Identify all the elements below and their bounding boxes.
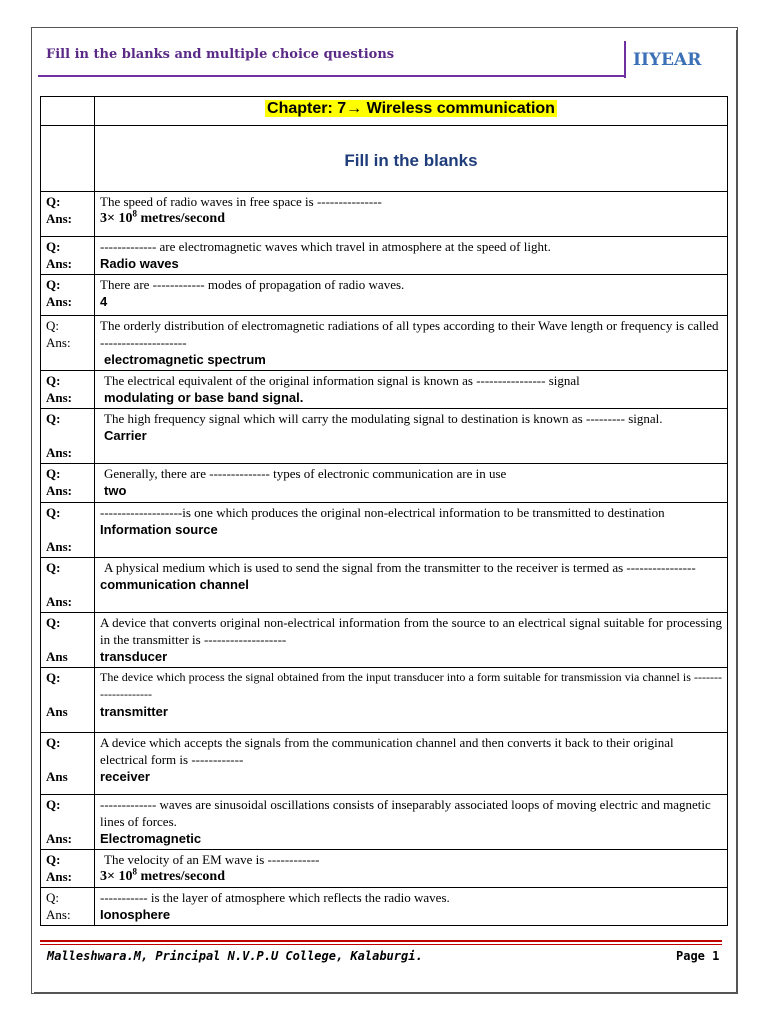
table-row	[41, 850, 728, 888]
ans-label: Ans:	[46, 869, 73, 884]
qa-table	[40, 96, 728, 926]
q-label: Q:	[46, 373, 61, 388]
q-label: Q:	[46, 411, 61, 426]
header-underline	[38, 75, 625, 77]
chapter-title: Chapter: 7→ Wireless communication	[95, 97, 728, 126]
ans-label: Ans:	[46, 211, 73, 226]
q-label: Q:	[46, 466, 61, 481]
table-row	[41, 237, 728, 275]
table-row	[41, 316, 728, 371]
question-text: The velocity of an EM wave is ------------	[104, 852, 320, 867]
footer-author: Malleshwara.M, Principal N.V.P.U College, Kalaburgi.	[47, 949, 423, 963]
q-label: Q:	[46, 797, 61, 812]
question-text: ----------- is the layer of atmosphere which reflects the radio waves.	[100, 890, 450, 905]
answer-text: transmitter	[100, 704, 168, 719]
q-label: Q:	[46, 560, 61, 575]
q-label: Q:	[46, 890, 59, 905]
question-text: Generally, there are -------------- types of electronic communication are in use	[104, 466, 507, 481]
question-text: A physical medium which is used to send the signal from the transmitter to the receiver is termed as ----------------	[104, 560, 696, 575]
q-label: Q:	[46, 735, 61, 750]
q-label: Q:	[46, 194, 61, 209]
table-row	[41, 503, 728, 558]
q-label: Q:	[46, 670, 61, 685]
table-row	[41, 888, 728, 926]
table-row	[41, 795, 728, 850]
answer-text: Electromagnetic	[100, 831, 202, 846]
q-label: Q:	[46, 277, 61, 292]
answer-text: Radio waves	[100, 256, 179, 271]
ans-label: Ans:	[46, 594, 73, 609]
q-label: Q:	[46, 505, 61, 520]
table-row	[41, 371, 728, 409]
ans-label: Ans	[46, 769, 68, 784]
ans-label: Ans:	[46, 335, 71, 350]
header-title: Fill in the blanks and multiple choice questions	[46, 47, 395, 62]
table-row	[41, 733, 728, 795]
question-text: -------------------is one which produces the original non-electrical information to be transmitted to destination	[100, 505, 665, 520]
ans-label: Ans	[46, 704, 68, 719]
answer-text: transducer	[100, 649, 168, 664]
question-text: ------------- waves are sinusoidal oscillations consists of inseparably associated loops of moving electric and magnetic lines of forces.	[100, 797, 711, 829]
q-label: Q:	[46, 239, 61, 254]
table-row	[41, 409, 728, 464]
table-row	[41, 464, 728, 503]
ans-label: Ans:	[46, 294, 73, 309]
answer-text: communication channel	[100, 577, 249, 592]
answer-text: modulating or base band signal.	[104, 390, 304, 405]
ans-label: Ans:	[46, 445, 73, 460]
answer-text: receiver	[100, 769, 150, 784]
q-label: Q:	[46, 615, 61, 630]
footer-rule-thin	[40, 944, 722, 945]
ans-label: Ans:	[46, 539, 73, 554]
ans-label: Ans:	[46, 831, 73, 846]
ans-label: Ans:	[46, 390, 73, 405]
answer-text: electromagnetic spectrum	[104, 352, 266, 367]
table-row	[41, 613, 728, 668]
table-row	[41, 668, 728, 733]
answer-text: $3\times 10^8$ metres/second	[100, 866, 225, 884]
ans-label: Ans	[46, 649, 68, 664]
answer-text: Carrier	[104, 428, 147, 443]
table-row	[41, 275, 728, 316]
question-text: The device which process the signal obtained from the input transducer into a form suitable for transmission via channel is --------------------	[100, 670, 722, 701]
answer-text: Information source	[100, 522, 218, 537]
question-text: ------------- are electromagnetic waves which travel in atmosphere at the speed of light.	[100, 239, 551, 254]
ans-label: Ans:	[46, 256, 73, 271]
question-text: The high frequency signal which will carry the modulating signal to destination is known as --------- signal.	[104, 411, 663, 426]
ans-label: Ans:	[46, 483, 73, 498]
table-row	[41, 192, 728, 237]
question-text: A device that converts original non-electrical information from the source to an electrical signal suitable for processing in the transmitter is -------------------	[100, 615, 722, 647]
header-divider	[624, 41, 626, 78]
question-text: The electrical equivalent of the original information signal is known as ---------------- signal	[104, 373, 580, 388]
answer-text: two	[104, 483, 127, 498]
footer-rule	[40, 940, 722, 942]
question-text: A device which accepts the signals from the communication channel and then converts it back to their original electrical form is ------------	[100, 735, 674, 767]
question-text: The orderly distribution of electromagnetic radiations of all types according to their Wave length or frequency is called --------------------	[100, 318, 719, 350]
answer-text: $3\times 10^8$ metres/second	[100, 208, 225, 226]
answer-text: 4	[100, 294, 108, 309]
q-label: Q:	[46, 852, 61, 867]
chapter-row	[41, 97, 728, 126]
question-text: There are ------------ modes of propagation of radio waves.	[100, 277, 405, 292]
section-row	[41, 126, 728, 192]
page-number: Page 1	[676, 949, 720, 963]
table-row	[41, 558, 728, 613]
ans-label: Ans:	[46, 907, 71, 922]
q-label: Q:	[46, 318, 59, 333]
section-title: Fill in the blanks	[95, 126, 728, 192]
answer-text: Ionosphere	[100, 907, 171, 922]
question-text: The speed of radio waves in free space is ---------------	[100, 194, 382, 209]
header-year: IIYEAR	[633, 50, 702, 70]
